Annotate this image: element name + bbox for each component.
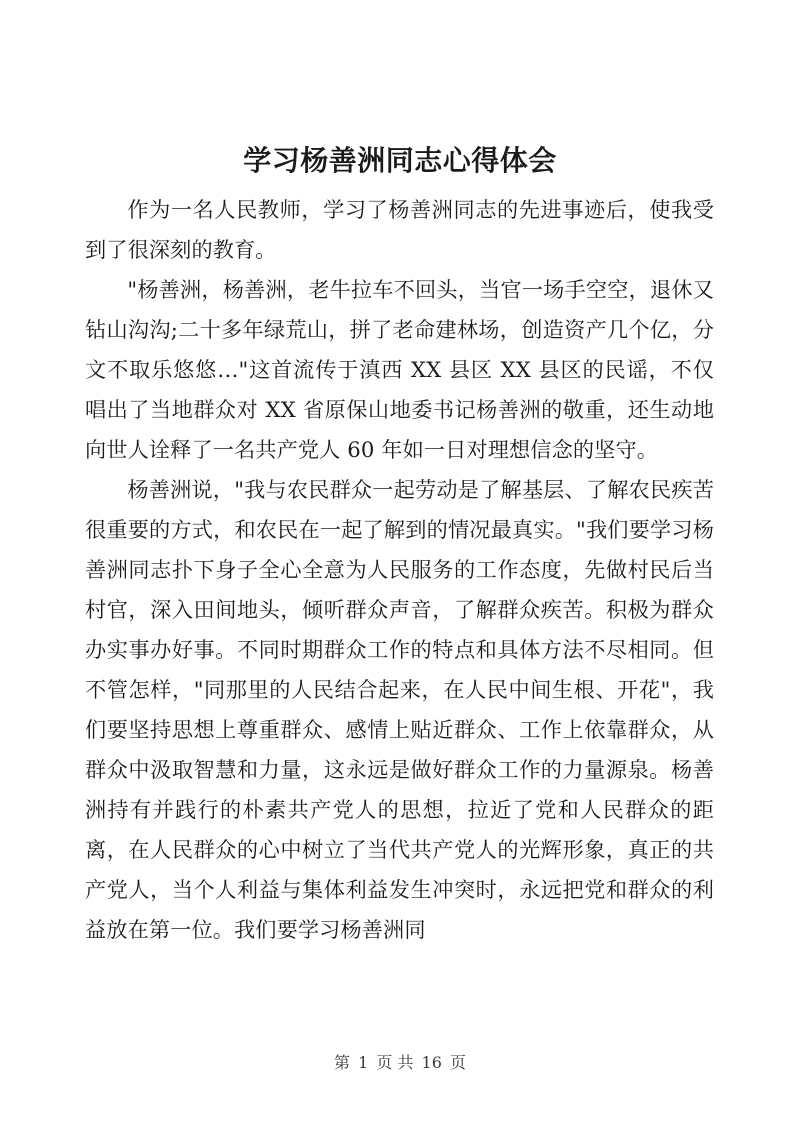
paragraph: 作为一名人民教师，学习了杨善洲同志的先进事迹后，使我受到了很深刻的教育。 — [85, 197, 714, 262]
footer-prefix: 第 — [333, 1053, 350, 1072]
page-title: 学习杨善洲同志心得体会 — [243, 143, 557, 177]
footer-middle: 页 共 — [376, 1053, 414, 1072]
paragraph: "杨善洲，杨善洲，老牛拉车不回头，当官一场手空空，退休又钻山沟沟;二十多年绿荒山，拼了老命建林场，创造资产几个亿，分文不取乐悠悠…"这首流传于滇西 XX 县区 XX 县区的民谣，不仅唱出了当地群众对 XX 省原保山地委书记杨善洲的敬重，还生动地向世人诠释了一名共产党人 60 年如一日对理想信念的坚守。 — [85, 277, 714, 462]
footer-suffix: 页 — [450, 1053, 467, 1072]
document-body — [85, 190, 714, 950]
paragraph: 杨善洲说，"我与农民群众一起劳动是了解基层、了解农民疾苦很重要的方式，和农民在一起了解到的情况最真实。"我们要学习杨善洲同志扑下身子全心全意为人民服务的工作态度，先做村民后当村官，深入田间地头，倾听群众声音，了解群众疾苦。积极为群众办实事办好事。不同时期群众工作的特点和具体方法不尽相同。但不管怎样，"同那里的人民结合起来，在人民中间生根、开花"，我们要坚持思想上尊重群众、感情上贴近群众、工作上依靠群众，从群众中汲取智慧和力量，这永远是做好群众工作的力量源泉。杨善洲持有并践行的朴素共产党人的思想，拉近了党和人民群众的距离，在人民群众的心中树立了当代共产党人的光辉形象，真正的共产党人，当个人利益与集体利益发生冲突时，永远把党和群众的利益放在第一位。我们要学习杨善洲同 — [85, 477, 714, 942]
page-footer — [0, 1052, 800, 1074]
footer-current-page: 1 — [358, 1053, 369, 1072]
footer-total-pages: 16 — [421, 1053, 442, 1072]
